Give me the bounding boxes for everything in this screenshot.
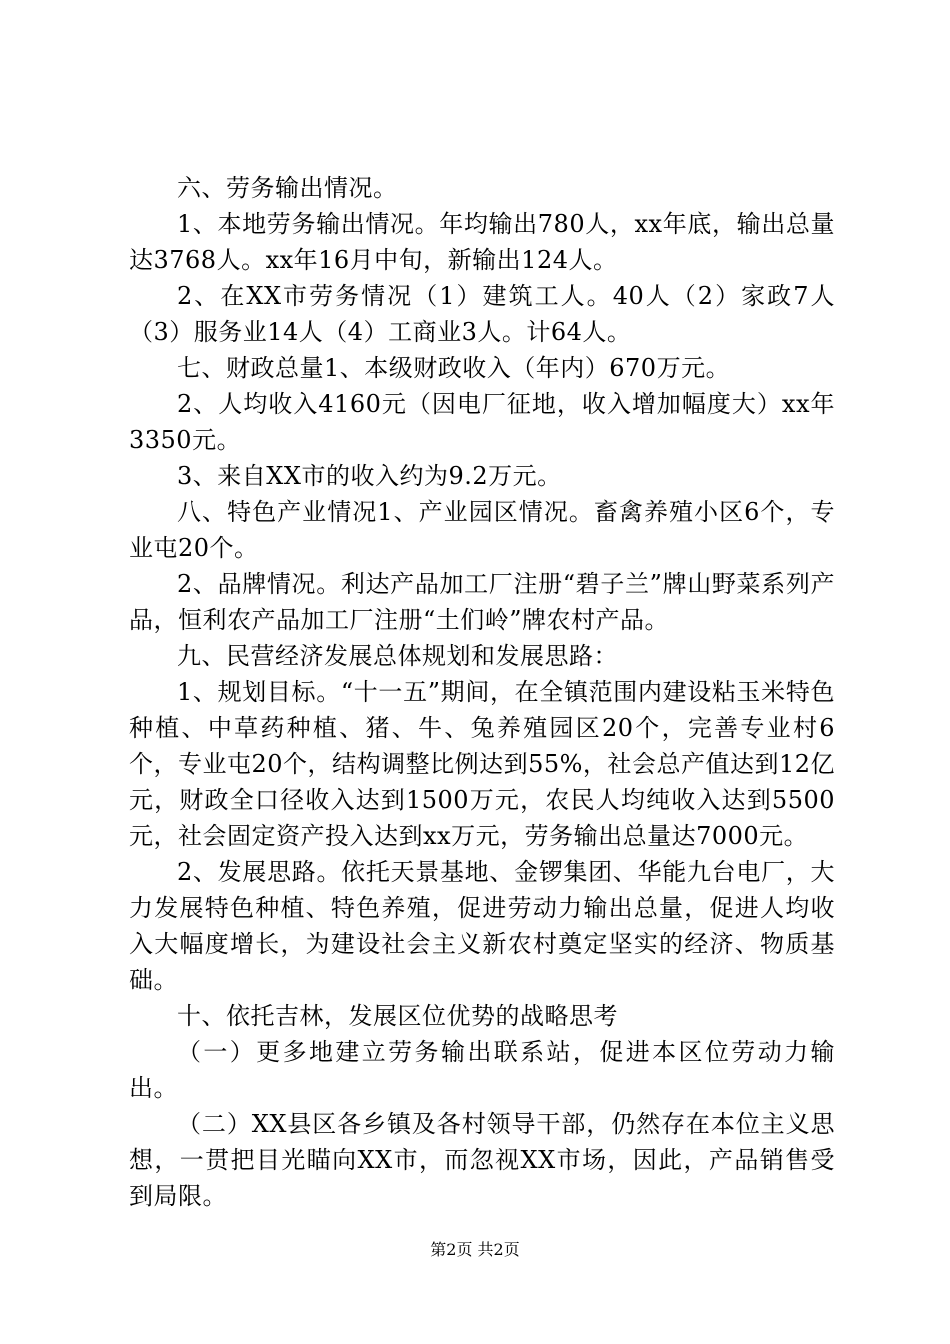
paragraph: （一）更多地建立劳务输出联系站，促进本区位劳动力输出。	[129, 1038, 835, 1102]
paragraph: 2、发展思路。依托天景基地、金锣集团、华能九台电厂，大力发展特色种植、特色养殖，促进劳动力输出总量，促进人均收入大幅度增长，为建设社会主义新农村奠定坚实的经济、物质基础。	[129, 858, 835, 994]
paragraph: （二）XX县区各乡镇及各村领导干部，仍然存在本位主义思想，一贯把目光瞄向XX市，而忽视XX市场，因此，产品销售受到局限。	[129, 1110, 835, 1210]
paragraph: 九、民营经济发展总体规划和发展思路：	[177, 642, 618, 670]
paragraph: 1、本地劳务输出情况。年均输出780人，xx年底，输出总量达3768人。xx年16月中旬，新输出124人。	[129, 210, 835, 274]
paragraph: 2、人均收入4160元（因电厂征地，收入增加幅度大）xx年3350元。	[129, 390, 835, 454]
paragraph: 3、来自XX市的收入约为9.2万元。	[177, 462, 562, 490]
paragraph: 六、劳务输出情况。	[177, 174, 398, 202]
document-body	[129, 170, 835, 1214]
paragraph: 2、在XX市劳务情况（1）建筑工人。40人（2）家政7人（3）服务业14人（4）工商业3人。计64人。	[129, 282, 835, 346]
paragraph: 1、规划目标。“十一五”期间，在全镇范围内建设粘玉米特色种植、中草药种植、猪、牛、兔养殖园区20个，完善专业村6个，专业屯20个，结构调整比例达到55%，社会总产值达到12亿元，财政全口径收入达到1500万元，农民人均纯收入达到5500元，社会固定资产投入达到xx万元，劳务输出总量达7000元。	[129, 678, 835, 850]
page-footer	[0, 1240, 950, 1260]
paragraph: 七、财政总量1、本级财政收入（年内）670万元。	[177, 354, 731, 382]
paragraph: 八、特色产业情况1、产业园区情况。畜禽养殖小区6个，专业屯20个。	[129, 498, 835, 562]
page-number-label: 第2页 共2页	[430, 1240, 520, 1259]
paragraph: 2、品牌情况。利达产品加工厂注册“碧子兰”牌山野菜系列产品，恒利农产品加工厂注册“土们岭”牌农村产品。	[129, 570, 835, 634]
paragraph: 十、依托吉林，发展区位优势的战略思考	[177, 1002, 618, 1030]
